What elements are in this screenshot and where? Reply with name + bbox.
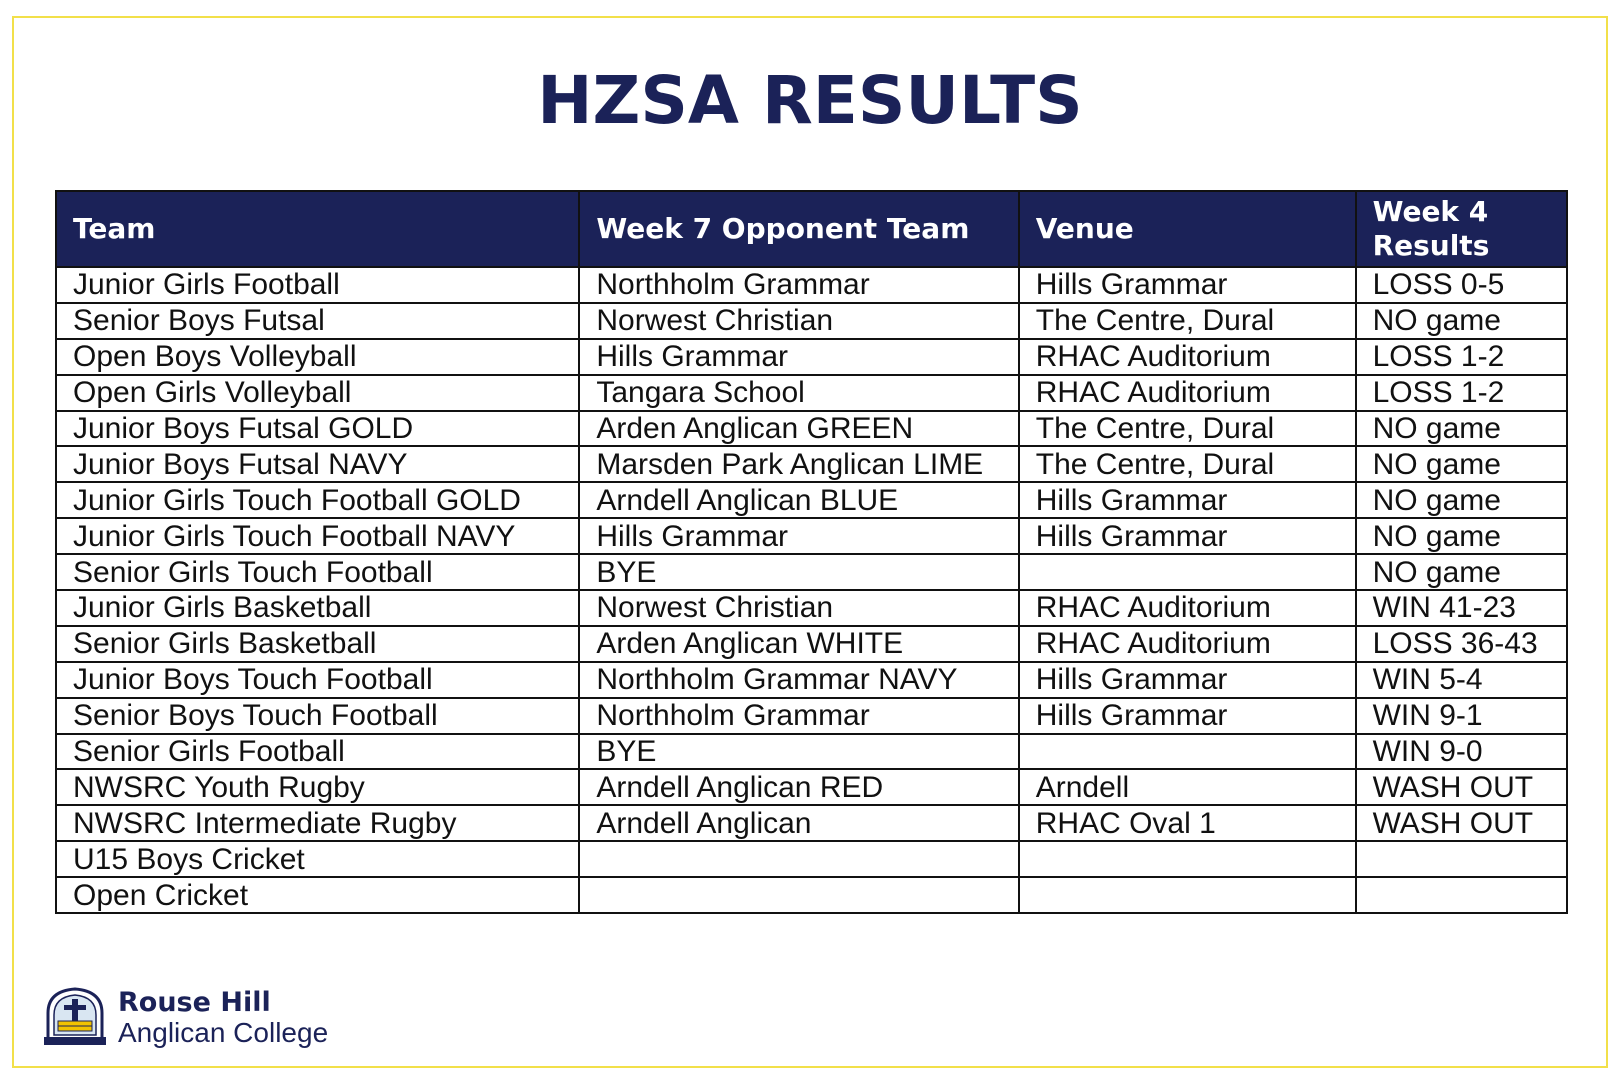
table-row [56, 734, 1567, 770]
opponent-cell: Marsden Park Anglican LIME [579, 446, 1018, 482]
team-cell: Junior Boys Futsal GOLD [56, 411, 579, 447]
table-row [56, 805, 1567, 841]
result-cell: LOSS 36-43 [1356, 626, 1567, 662]
opponent-cell [579, 877, 1018, 913]
page-title: HZSA RESULTS [537, 62, 1083, 139]
team-cell: U15 Boys Cricket [56, 841, 579, 877]
venue-cell: Hills Grammar [1019, 482, 1356, 518]
result-cell [1356, 841, 1567, 877]
venue-cell: RHAC Auditorium [1019, 590, 1356, 626]
table-row [56, 662, 1567, 698]
venue-cell: The Centre, Dural [1019, 446, 1356, 482]
venue-cell: RHAC Auditorium [1019, 375, 1356, 411]
venue-cell [1019, 877, 1356, 913]
venue-cell: Hills Grammar [1019, 698, 1356, 734]
school-logo [42, 985, 342, 1051]
result-cell: WIN 9-0 [1356, 734, 1567, 770]
venue-cell: Hills Grammar [1019, 267, 1356, 303]
team-cell: Junior Girls Touch Football NAVY [56, 518, 579, 554]
venue-cell: Arndell [1019, 769, 1356, 805]
team-cell: Open Girls Volleyball [56, 375, 579, 411]
table-row [56, 482, 1567, 518]
result-cell: NO game [1356, 554, 1567, 590]
venue-cell: RHAC Auditorium [1019, 339, 1356, 375]
team-cell: Senior Girls Basketball [56, 626, 579, 662]
team-cell: Junior Girls Football [56, 267, 579, 303]
result-cell: WIN 5-4 [1356, 662, 1567, 698]
table-row [56, 518, 1567, 554]
venue-cell [1019, 841, 1356, 877]
venue-cell: Hills Grammar [1019, 662, 1356, 698]
team-cell: NWSRC Youth Rugby [56, 769, 579, 805]
table-row [56, 769, 1567, 805]
opponent-cell: BYE [579, 554, 1018, 590]
venue-cell: The Centre, Dural [1019, 303, 1356, 339]
opponent-cell: Arden Anglican WHITE [579, 626, 1018, 662]
venue-cell [1019, 734, 1356, 770]
venue-cell: RHAC Auditorium [1019, 626, 1356, 662]
result-cell: NO game [1356, 303, 1567, 339]
team-cell: NWSRC Intermediate Rugby [56, 805, 579, 841]
opponent-cell: Tangara School [579, 375, 1018, 411]
table-row [56, 375, 1567, 411]
opponent-cell: Arden Anglican GREEN [579, 411, 1018, 447]
result-cell: NO game [1356, 411, 1567, 447]
result-cell: NO game [1356, 518, 1567, 554]
table-row [56, 626, 1567, 662]
result-cell [1356, 877, 1567, 913]
opponent-cell: Northholm Grammar NAVY [579, 662, 1018, 698]
table-row [56, 841, 1567, 877]
result-cell: WASH OUT [1356, 769, 1567, 805]
opponent-cell: Hills Grammar [579, 518, 1018, 554]
table-row [56, 303, 1567, 339]
team-cell: Open Boys Volleyball [56, 339, 579, 375]
team-cell: Senior Girls Touch Football [56, 554, 579, 590]
opponent-cell: Northholm Grammar [579, 267, 1018, 303]
team-cell: Open Cricket [56, 877, 579, 913]
header-opponent: Week 7 Opponent Team [579, 191, 1018, 267]
result-cell: NO game [1356, 446, 1567, 482]
team-cell: Junior Boys Touch Football [56, 662, 579, 698]
results-table [55, 190, 1568, 914]
header-results: Week 4 Results [1356, 191, 1567, 267]
opponent-cell [579, 841, 1018, 877]
table-body [56, 267, 1567, 913]
result-cell: WIN 9-1 [1356, 698, 1567, 734]
opponent-cell: Hills Grammar [579, 339, 1018, 375]
header-row [56, 191, 1567, 267]
result-cell: NO game [1356, 482, 1567, 518]
table-row [56, 698, 1567, 734]
table-row [56, 267, 1567, 303]
opponent-cell: Norwest Christian [579, 590, 1018, 626]
table-row [56, 877, 1567, 913]
opponent-cell: Norwest Christian [579, 303, 1018, 339]
table-row [56, 590, 1567, 626]
table-row [56, 411, 1567, 447]
team-cell: Junior Boys Futsal NAVY [56, 446, 579, 482]
opponent-cell: Arndell Anglican BLUE [579, 482, 1018, 518]
team-cell: Senior Boys Futsal [56, 303, 579, 339]
opponent-cell: Arndell Anglican RED [579, 769, 1018, 805]
venue-cell: RHAC Oval 1 [1019, 805, 1356, 841]
opponent-cell: BYE [579, 734, 1018, 770]
result-cell: LOSS 1-2 [1356, 375, 1567, 411]
result-cell: WASH OUT [1356, 805, 1567, 841]
logo-name-primary: Rouse Hill [118, 987, 271, 1018]
logo-name-secondary: Anglican College [118, 1017, 329, 1048]
table-row [56, 339, 1567, 375]
table-row [56, 446, 1567, 482]
header-team: Team [56, 191, 579, 267]
opponent-cell: Northholm Grammar [579, 698, 1018, 734]
table-row [56, 554, 1567, 590]
team-cell: Senior Boys Touch Football [56, 698, 579, 734]
venue-cell: The Centre, Dural [1019, 411, 1356, 447]
header-venue: Venue [1019, 191, 1356, 267]
team-cell: Junior Girls Basketball [56, 590, 579, 626]
school-crest-icon [42, 985, 108, 1049]
team-cell: Senior Girls Football [56, 734, 579, 770]
venue-cell [1019, 554, 1356, 590]
result-cell: LOSS 1-2 [1356, 339, 1567, 375]
opponent-cell: Arndell Anglican [579, 805, 1018, 841]
result-cell: WIN 41-23 [1356, 590, 1567, 626]
result-cell: LOSS 0-5 [1356, 267, 1567, 303]
team-cell: Junior Girls Touch Football GOLD [56, 482, 579, 518]
venue-cell: Hills Grammar [1019, 518, 1356, 554]
